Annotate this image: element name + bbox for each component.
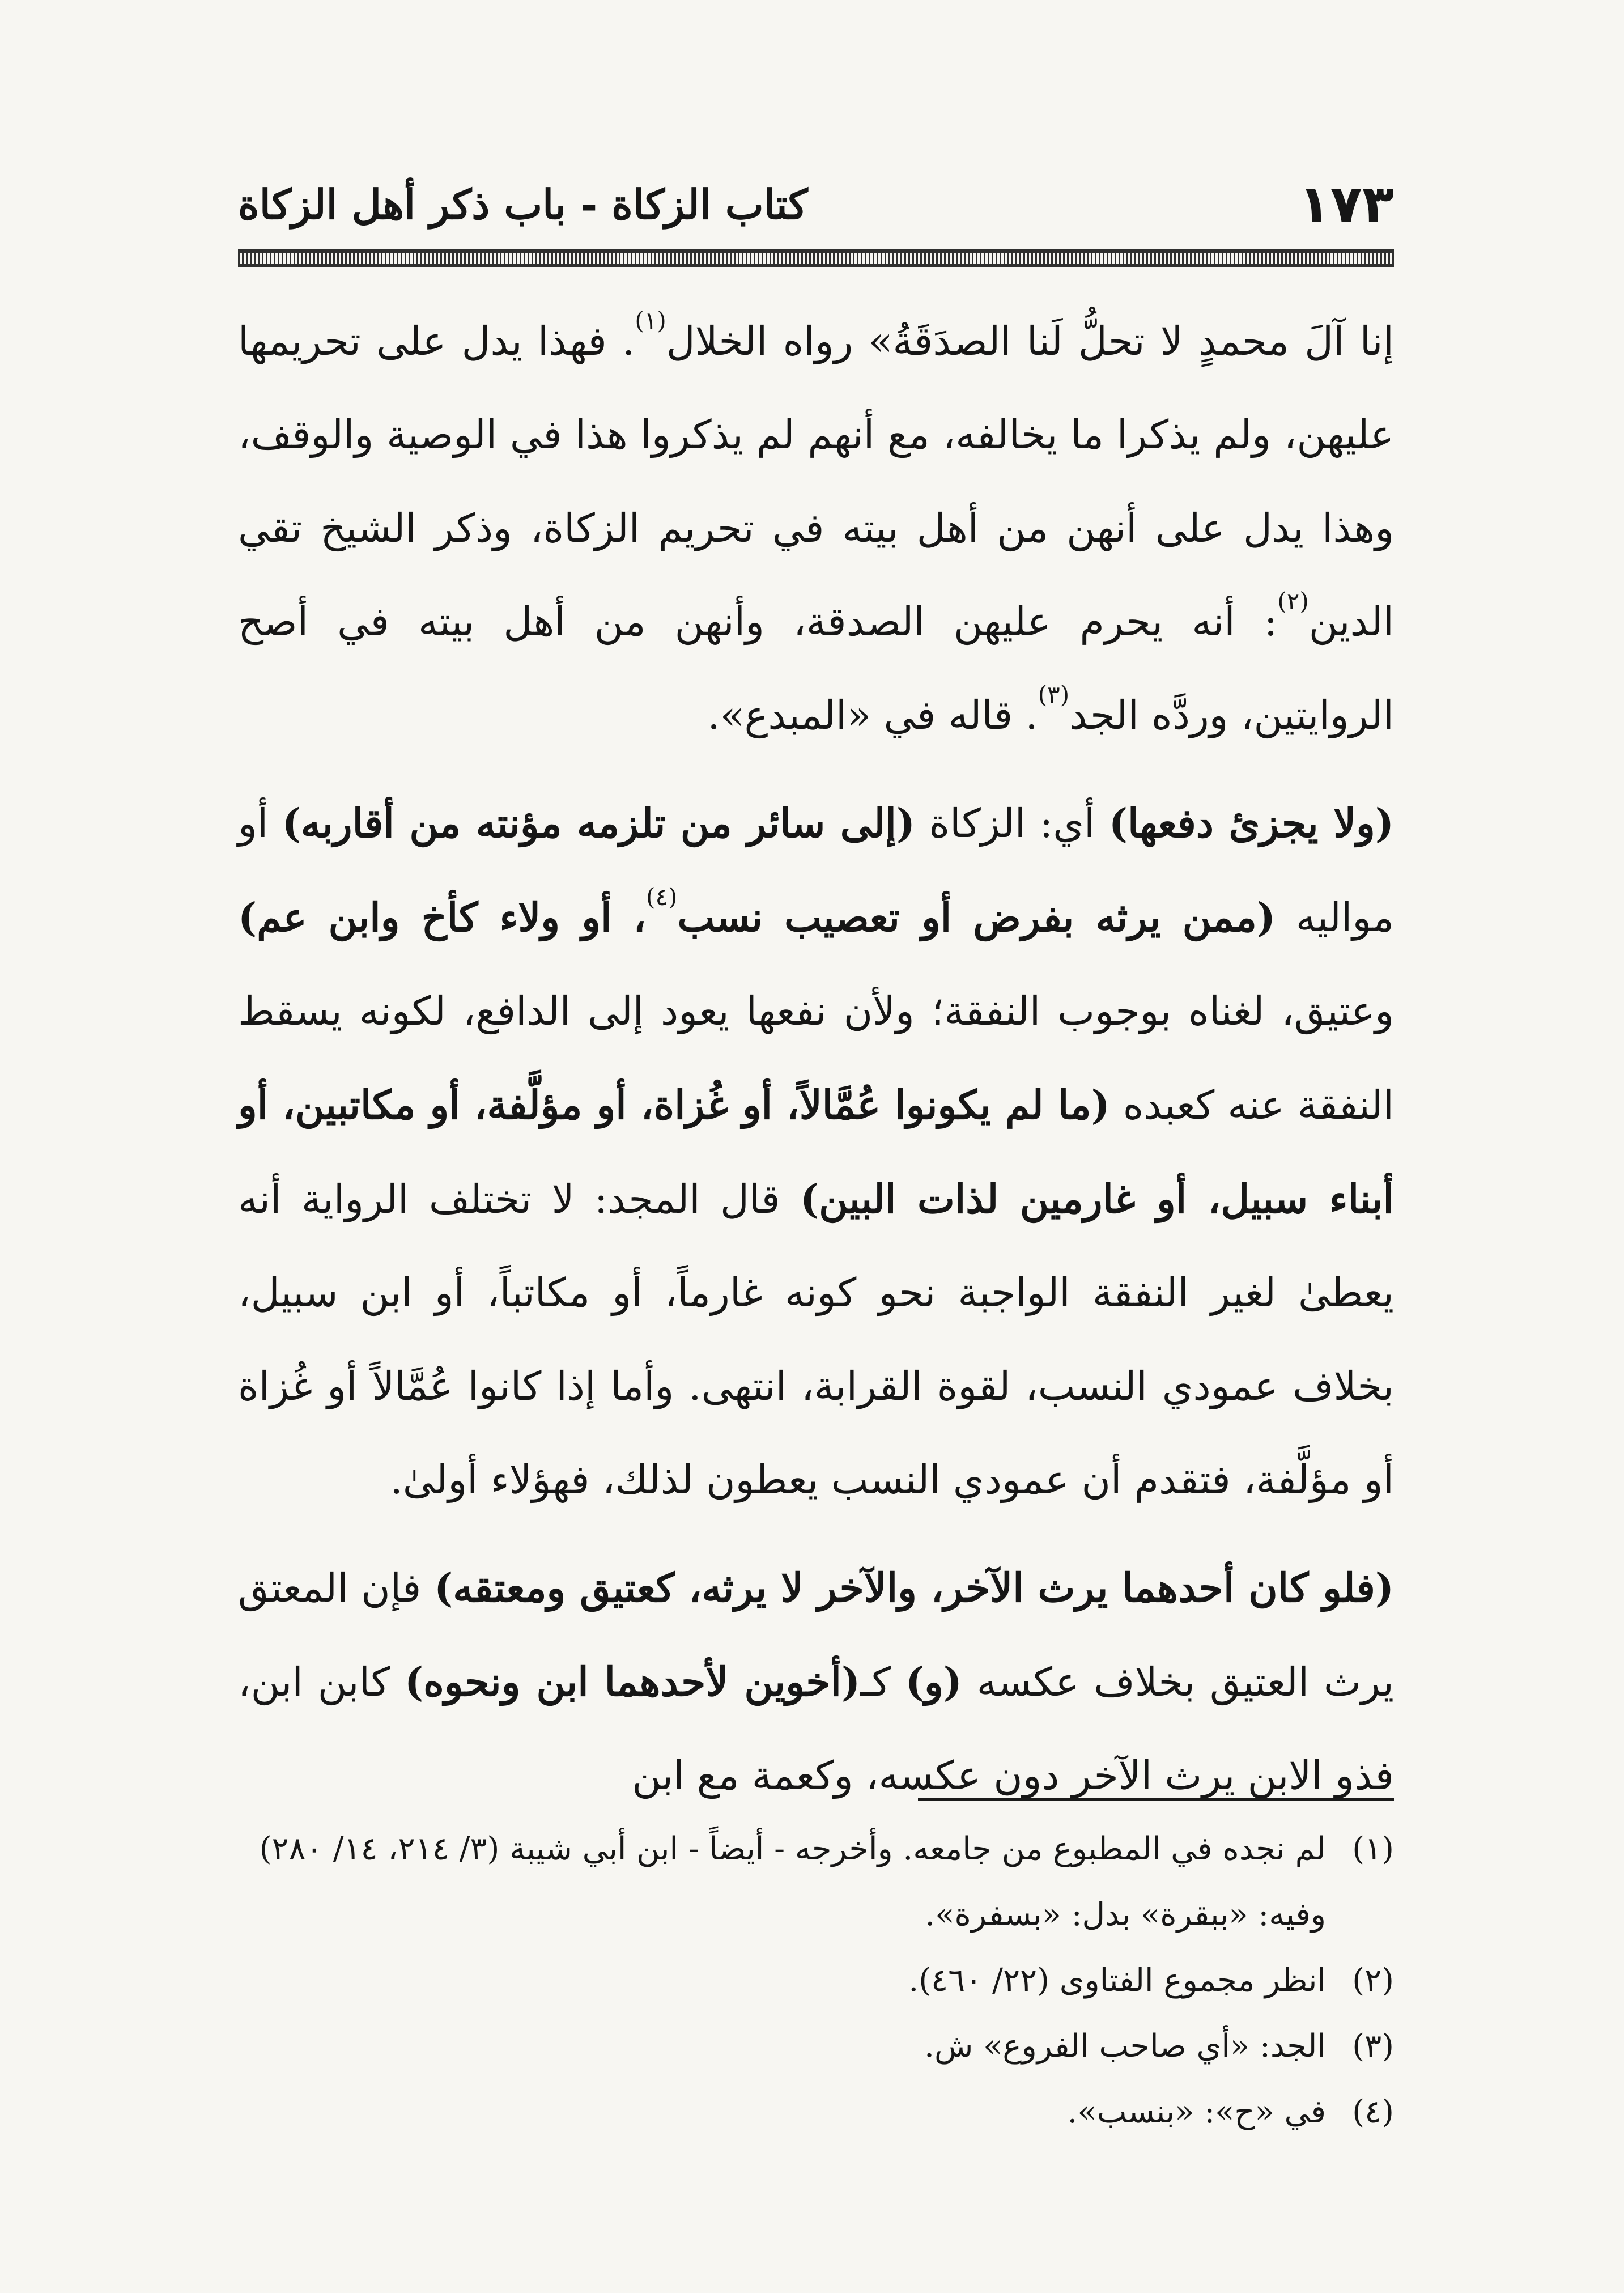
footnote-ref-4: (٤) xyxy=(646,883,678,911)
footnote-text: في «ح»: «بنسب». xyxy=(1067,2094,1326,2130)
footnote-text: لم نجده في المطبوع من جامعه. وأخرجه - أيضاً - ابن أبي شيبة (٣/ ٢١٤، ١٤/ ٢٨٠) وفيه: «ببقرة» بدل: «بسفرة». xyxy=(259,1831,1326,1933)
footnote-2 xyxy=(238,1948,1394,2014)
sharh-text: وعتيق، لغناه بوجوب النفقة؛ ولأن نفعها يعود إلى الدافع، لكونه يسقط النفقة عنه كعبده xyxy=(238,988,1394,1128)
sharh-text: قال المجد: لا تختلف الرواية أنه يعطىٰ لغير النفقة الواجبة نحو كونه غارماً، أو مكاتباً، أو ابن سبيل، بخلاف عمودي النسب، لقوة القرابة، انتهى. وأما إذا كانوا عُمَّالاً أو غُزاة أو مؤلَّفة، فتقدم أن عمودي النسب يعطون لذلك، فهؤلاء أولىٰ. xyxy=(238,1176,1394,1503)
sharh-text: أو مواليه xyxy=(238,800,1394,941)
paragraph-2 xyxy=(238,776,1394,1527)
footnote-number: (١) xyxy=(1352,1831,1394,1867)
text-run: : أنه يحرم عليهن الصدقة، وأنهن من أهل بيته في أصح الروايتين، وردَّه الجد xyxy=(238,598,1394,738)
sharh-text: كـ xyxy=(860,1659,905,1705)
footnote-ref-3: (٣) xyxy=(1038,681,1070,708)
footnote-4 xyxy=(238,2079,1394,2145)
sharh-text: فإن المعتق يرث العتيق بخلاف عكسه xyxy=(238,1565,1395,1705)
paragraph-1 xyxy=(238,295,1394,762)
text-run: . قاله في «المبدع». xyxy=(707,692,1038,738)
footnote-text: الجد: «أي صاحب الفروع» ش. xyxy=(924,2028,1326,2065)
matn-text: (ممن يرثه بفرض أو تعصيب نسب xyxy=(677,894,1276,941)
footnote-ref-2: (٢) xyxy=(1277,587,1309,615)
footnote-number: (٤) xyxy=(1352,2094,1394,2130)
header-rule xyxy=(238,249,1394,267)
sharh-text: أي: الزكاة xyxy=(915,800,1109,847)
footnote-text: انظر مجموع الفتاوى (٢٢/ ٤٦٠). xyxy=(908,1962,1326,1999)
page-number: ١٧٣ xyxy=(1298,173,1394,235)
matn-text: (فلو كان أحدهما يرث الآخر، والآخر لا يرثه، كعتيق ومعتقه) xyxy=(434,1564,1395,1611)
main-text xyxy=(238,295,1394,1837)
footnote-number: (٣) xyxy=(1352,2028,1394,2065)
text-run: إنا آلَ محمدٍ لا تحلُّ لَنا الصدَقَةُ» رواه الخلال xyxy=(666,318,1394,364)
footnote-separator xyxy=(918,1798,1394,1801)
footnote-3 xyxy=(238,2014,1394,2079)
matn-text: (ما لم يكونوا عُمَّالاً، أو غُزاة، أو مؤلَّفة، أو مكاتبين، أو أبناء سبيل، أو غارمين لذات البين) xyxy=(238,1081,1394,1222)
matn-text: (و) xyxy=(905,1658,962,1705)
page-header xyxy=(238,164,1394,244)
footnote-ref-1: (١) xyxy=(635,307,666,334)
footnote-1 xyxy=(238,1816,1394,1948)
footnotes xyxy=(238,1816,1394,2145)
matn-text: ، أو ولاء كأخ وابن عم) xyxy=(238,894,647,941)
paragraph-3 xyxy=(238,1541,1394,1823)
footnote-number: (٢) xyxy=(1352,1962,1394,1999)
sharh-text: كابن ابن، فذو الابن يرث الآخر دون عكسه، وكعمة مع ابن xyxy=(238,1659,1394,1799)
matn-text: (ولا يجزئ دفعها) xyxy=(1108,800,1394,847)
matn-text: (أخوين لأحدهما ابن ونحوه) xyxy=(405,1658,861,1705)
text-run: . فهذا يدل على تحريمها عليهن، ولم يذكرا ما يخالفه، مع أنهم لم يذكروا هذا في الوصية والوقف، وهذا يدل على أنهن من أهل بيته في تحريم الزكاة، وذكر الشيخ تقي الدين xyxy=(238,318,1394,645)
running-title: كتاب الزكاة - باب ذكر أهل الزكاة xyxy=(238,180,808,228)
matn-text: (إلى سائر من تلزمه مؤنته من أقاربه) xyxy=(282,800,916,847)
